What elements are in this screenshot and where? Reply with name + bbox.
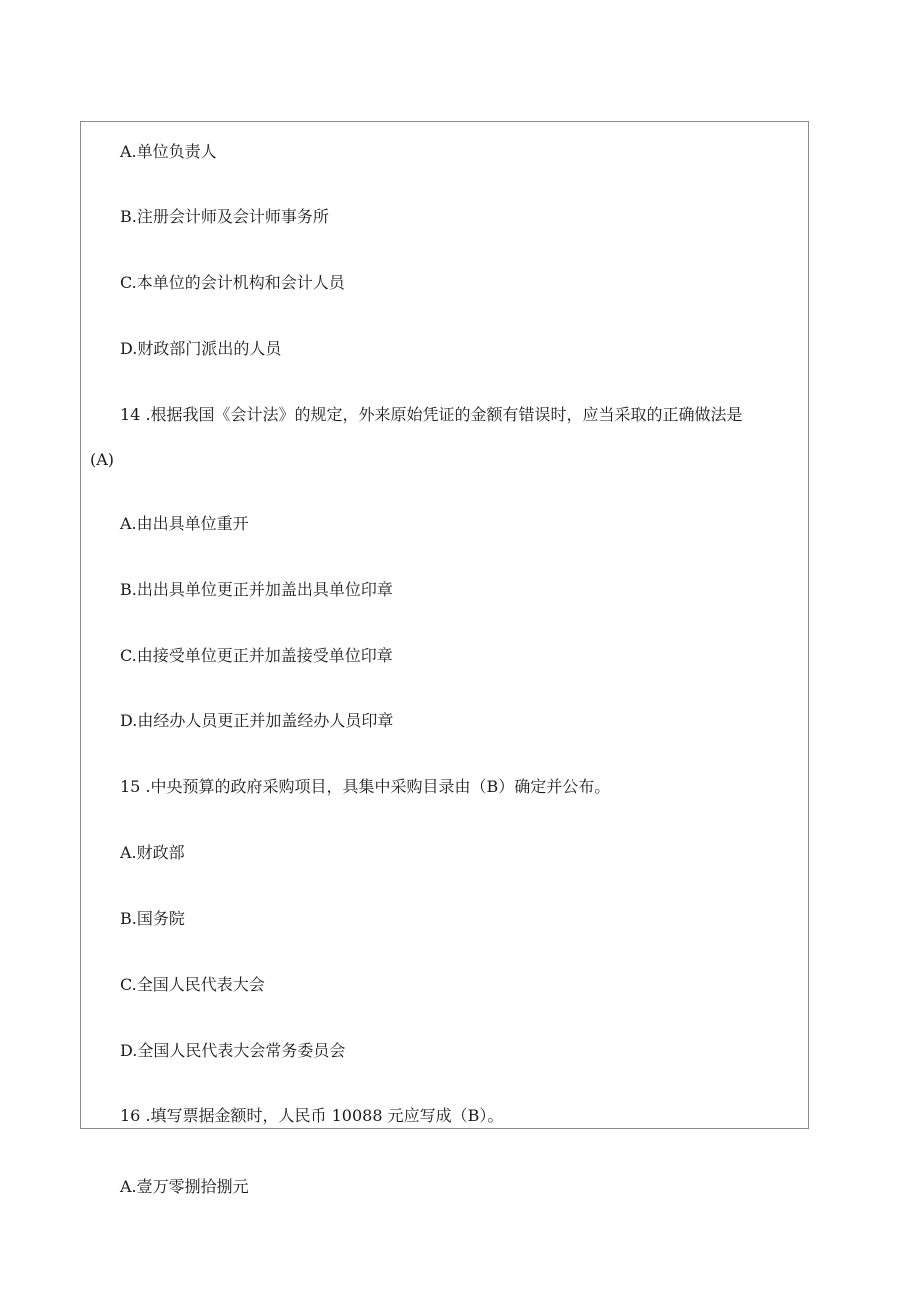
q15-option-b: B.国务院: [120, 909, 185, 928]
q15-option-a: A.财政部: [120, 843, 185, 862]
q14-option-b: B.出出具单位更正并加盖出具单位印章: [120, 580, 393, 599]
q14-option-a: A.由出具单位重开: [120, 514, 249, 533]
q16-option-a: A.壹万零捌拾捌元: [120, 1177, 249, 1196]
q14-question-text: 14 .根据我国《会计法》的规定，外来原始凭证的金额有错误时，应当采取的正确做法是: [120, 405, 743, 424]
q13-option-d: D.财政部门派出的人员: [120, 339, 282, 358]
q13-option-a: A.单位负责人: [120, 142, 217, 161]
q14-option-c: C.由接受单位更正并加盖接受单位印章: [120, 646, 393, 665]
q15-option-d: D.全国人民代表大会常务委员会: [120, 1041, 346, 1060]
q15-question-text: 15 .中央预算的政府采购项目，具集中采购目录由（B）确定并公布。: [120, 777, 611, 796]
q14-option-d: D.由经办人员更正并加盖经办人员印章: [120, 711, 394, 730]
q13-option-b: B.注册会计师及会计师事务所: [120, 207, 329, 226]
q15-option-c: C.全国人民代表大会: [120, 975, 265, 994]
q13-option-c: C.本单位的会计机构和会计人员: [120, 273, 345, 292]
q14-answer-marker: (A): [90, 450, 115, 469]
q16-question-text: 16 .填写票据金额时，人民币 10088 元应写成（B）。: [120, 1106, 504, 1125]
